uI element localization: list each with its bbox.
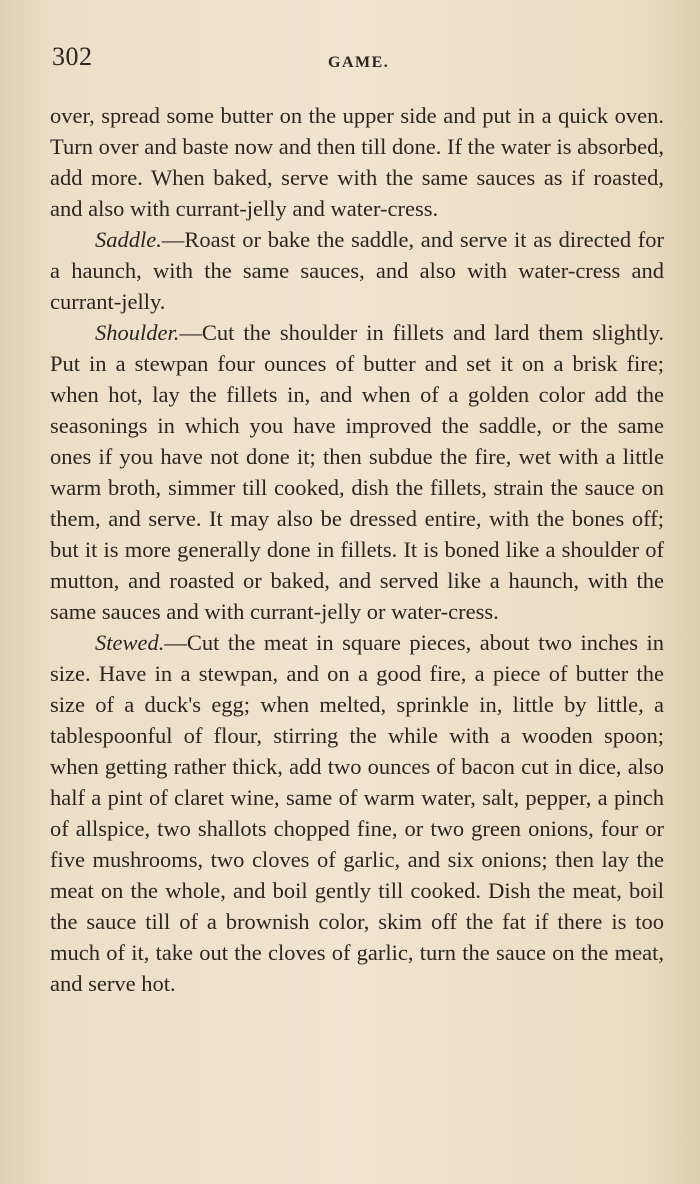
paragraph-stewed [50,627,664,999]
paragraph-text: —Cut the meat in square pieces, about two inches in size. Have in a stewpan, and on a good fire, a piece of butter the size of a duck's egg; when melted, sprinkle in, little by little, a tablespoonful of flour, stirring the while with a wooden spoon; when getting rather thick, add two ounces of bacon cut in dice, also half a pint of claret wine, same of warm water, salt, pepper, a pinch of allspice, two shallots chopped fine, or two green onions, four or five mushrooms, two cloves of garlic, and six onions; then lay the meat on the whole, and boil gently till cooked. Dish the meat, boil the sauce till of a brownish color, skim off the fat if there is too much of it, take out the cloves of garlic, turn the sauce on the meat, and serve hot. [50,630,664,996]
paragraph-lead: Saddle. [95,227,162,252]
paragraph-text: over, spread some butter on the upper side and put in a quick oven. Turn over and baste now and then till done. If the water is absorbed, add more. When baked, serve with the same sauces as if roasted, and also with currant-jelly and water-cress. [50,103,664,221]
paragraph-saddle [50,224,664,317]
paragraph-shoulder [50,317,664,627]
body-text [50,100,664,999]
page-header [52,42,660,78]
page-number: 302 [52,42,93,71]
paragraph-continuation [50,100,664,224]
paragraph-lead: Stewed. [95,630,165,655]
paragraph-text: —Roast or bake the saddle, and serve it as directed for a haunch, with the same sauces, and also with water-cress and currant-jelly. [50,227,664,314]
paragraph-text: —Cut the shoulder in fillets and lard them slightly. Put in a stewpan four ounces of butter and set it on a brisk fire; when hot, lay the fillets in, and when of a golden color add the seasonings in which you have improved the saddle, or the same ones if you have not done it; then subdue the fire, wet with a little warm broth, simmer till cooked, dish the fillets, strain the sauce on them, and serve. It may also be dressed entire, with the bones off; but it is more generally done in fillets. It is boned like a shoulder of mutton, and roasted or baked, and served like a haunch, with the same sauces and with currant-jelly or water-cress. [50,320,664,624]
running-head: GAME. [328,54,390,71]
paragraph-lead: Shoulder. [95,320,180,345]
